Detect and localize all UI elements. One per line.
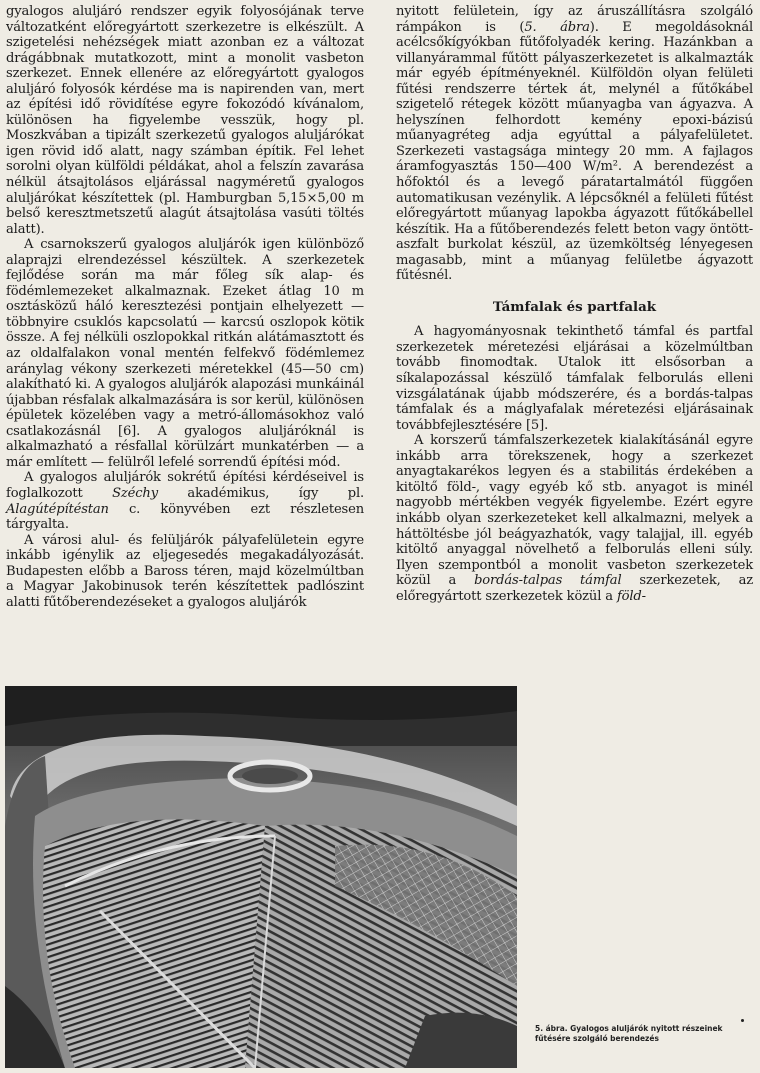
paragraph: A hagyományosnak tekinthető támfal és partfal szerkezetek méretezési eljárásai a közelmúltban tovább finomodtak. Utalok itt elsősorban a síkalapozással készülő támfalak felborulás elleni vizsgálatának újabb módszerére, és a bordás-talpas támfalak és a máglyafalak méretezési eljárásainak továbbfejlesztésére [5].	[396, 324, 753, 433]
heating-installation-photo	[5, 686, 517, 1068]
figure-caption: 5. ábra. Gyalogos aluljárók nyitott részeinek fűtésére szolgáló berendezés	[535, 1023, 723, 1043]
italic-span: bordás-talpas támfal	[474, 573, 622, 589]
text-span: A gyalogos aluljárók sokrétű építési kérdéseivel is foglalkozott	[6, 470, 364, 501]
text-span: A korszerű támfalszerkezetek kialakításánál egyre inkább arra törekszenek, hogy a szerkezet anyagtakarékos legyen és a stabilitás érdekében a kitöltő föld-, vagy egyéb kő stb. anyagot is minél nagyobb mértékben vegyék figyelembe. Ezért egyre inkább olyan szerkezeteket kell alkalmazni, melyek a háttöltésbe jól beágyazhatók, vagy talajjal, ill. egyéb kitöltő anyaggal növelhető a felborulás elleni súly. Ilyen szempontból a monolit vasbeton szerkezetek közül a	[396, 433, 753, 589]
paragraph: A városi alul- és felüljárók pályafelületein egyre inkább igénylik az eljegesedés megakadályozását. Budapesten előbb a Baross téren, majd közelmúltban a Magyar Jakobinusok terén készítettek padlószint alatti fűtőberendezéseket a gyalogos aluljárók	[6, 532, 364, 610]
text-span: c. könyvében ezt részletesen tárgyalta.	[6, 501, 364, 533]
italic-span: föld-	[616, 588, 646, 604]
paragraph	[6, 470, 364, 532]
paragraph: gyalogos aluljáró rendszer egyik folyosójának terve változatként előregyártott szerkezetre is elkészült. A szigetelési nehézségek miatt azonban ez a változat drágábbnak mutatkozott, mint a monolit vasbeton szerkezet. Ennek ellenére az előregyártott gyalogos aluljáró folyosók kérdése ma is napirenden van, mert az építési idő rövidítése egyre fokozódó kívánalom, különösen ha figyelembe vesszük, hogy pl. Moszkvában a tipizált szerkezetű gyalogos aluljárókat igen rövid idő alatt, nagy számban építik. Fel lehet sorolni olyan külföldi példákat, ahol a felszín zavarása nélkül átsajtolásos eljárással nagyméretű gyalogos aluljárókat készítettek (pl. Hamburgban 5,15×5,00 m belső keresztmetszetű alagút átsajtolása vasúti töltés alatt).	[6, 4, 364, 237]
figure-5-photo	[5, 686, 517, 1068]
marker-dot	[741, 1019, 744, 1022]
text-span: szerkezetek, az előregyártott szerkezetek közül a	[396, 573, 753, 604]
italic-span: 5. ábra	[524, 19, 590, 35]
italic-span: Alagútépítéstan	[6, 501, 109, 517]
section-heading: Támfalak és partfalak	[492, 298, 657, 315]
right-text-column	[396, 4, 753, 604]
right-column-top-text	[396, 4, 753, 284]
text-span: ). E megoldásoknál acélcsőkígyókban fűtőfolyadék kering. Hazánkban a villanyárammal fűtött pályaszerkezetet is alkalmazták már egyéb építményeknél. Külföldön olyan felületi fűtési rendszerre tértek át, melynél a fűtőkábel szigetelő rétegek között műanyagba van ágyazva. A helyszínen felhordott kemény epoxi-bázisú műanyagréteg adja egyúttal a pályafelületet. Szerkezeti vastagsága mintegy 20 mm. A fajlagos áramfogyasztás 150—400 W/m². A berendezést a hőfoktól és a levegő páratartalmától függően automatikusan vezénylik. A lépcsőknél a felületi fűtést előregyártott műanyag lapokba ágyazott fűtőkábellel készítik. Ha a fűtőberendezés felett beton vagy öntött-aszfalt burkolat készül, az üzemköltség lényegesen magasabb, mint a műanyag felületbe ágyazott fűtésnél.	[396, 19, 754, 284]
paragraph	[396, 4, 753, 284]
right-column-bottom-text	[396, 324, 753, 604]
paragraph	[396, 433, 753, 604]
paragraph: A csarnokszerű gyalogos aluljárók igen különböző alaprajzi elrendezéssel készültek. A szerkezetek fejlődése során ma már főleg sík alap- és födémlemezeket alkalmaznak. Ezeket átlag 10 m osztásközű háló keresztezési pontjain elhelyezett — többnyire csuklós kapcsolatú — karcsú oszlopok kötik össze. A fej nélküli oszlopokkal ritkán alátámasztott és az oldalfalakon vonal mentén felfekvő födémlemez aránylag vékony szerkezeti méretekkel (45—50 cm) alakítható ki. A gyalogos aluljárók alapozási munkáinál újabban résfalak alkalmazására is sor kerül, különösen épületek közelében vagy a metró-állomásokhoz való csatlakozásnál [6]. A gyalogos aluljáróknál is alkalmazható a résfallal körülzárt munkatérben — a már említett — felülről lefelé sorrendű építési mód.	[6, 237, 364, 470]
left-text-column	[6, 4, 364, 610]
text-span: nyitott felületein, így az áruszállításra szolgáló rámpákon is (	[396, 4, 753, 35]
text-span: akadémikus, így pl.	[157, 485, 364, 501]
italic-span: Széchy	[112, 485, 158, 501]
